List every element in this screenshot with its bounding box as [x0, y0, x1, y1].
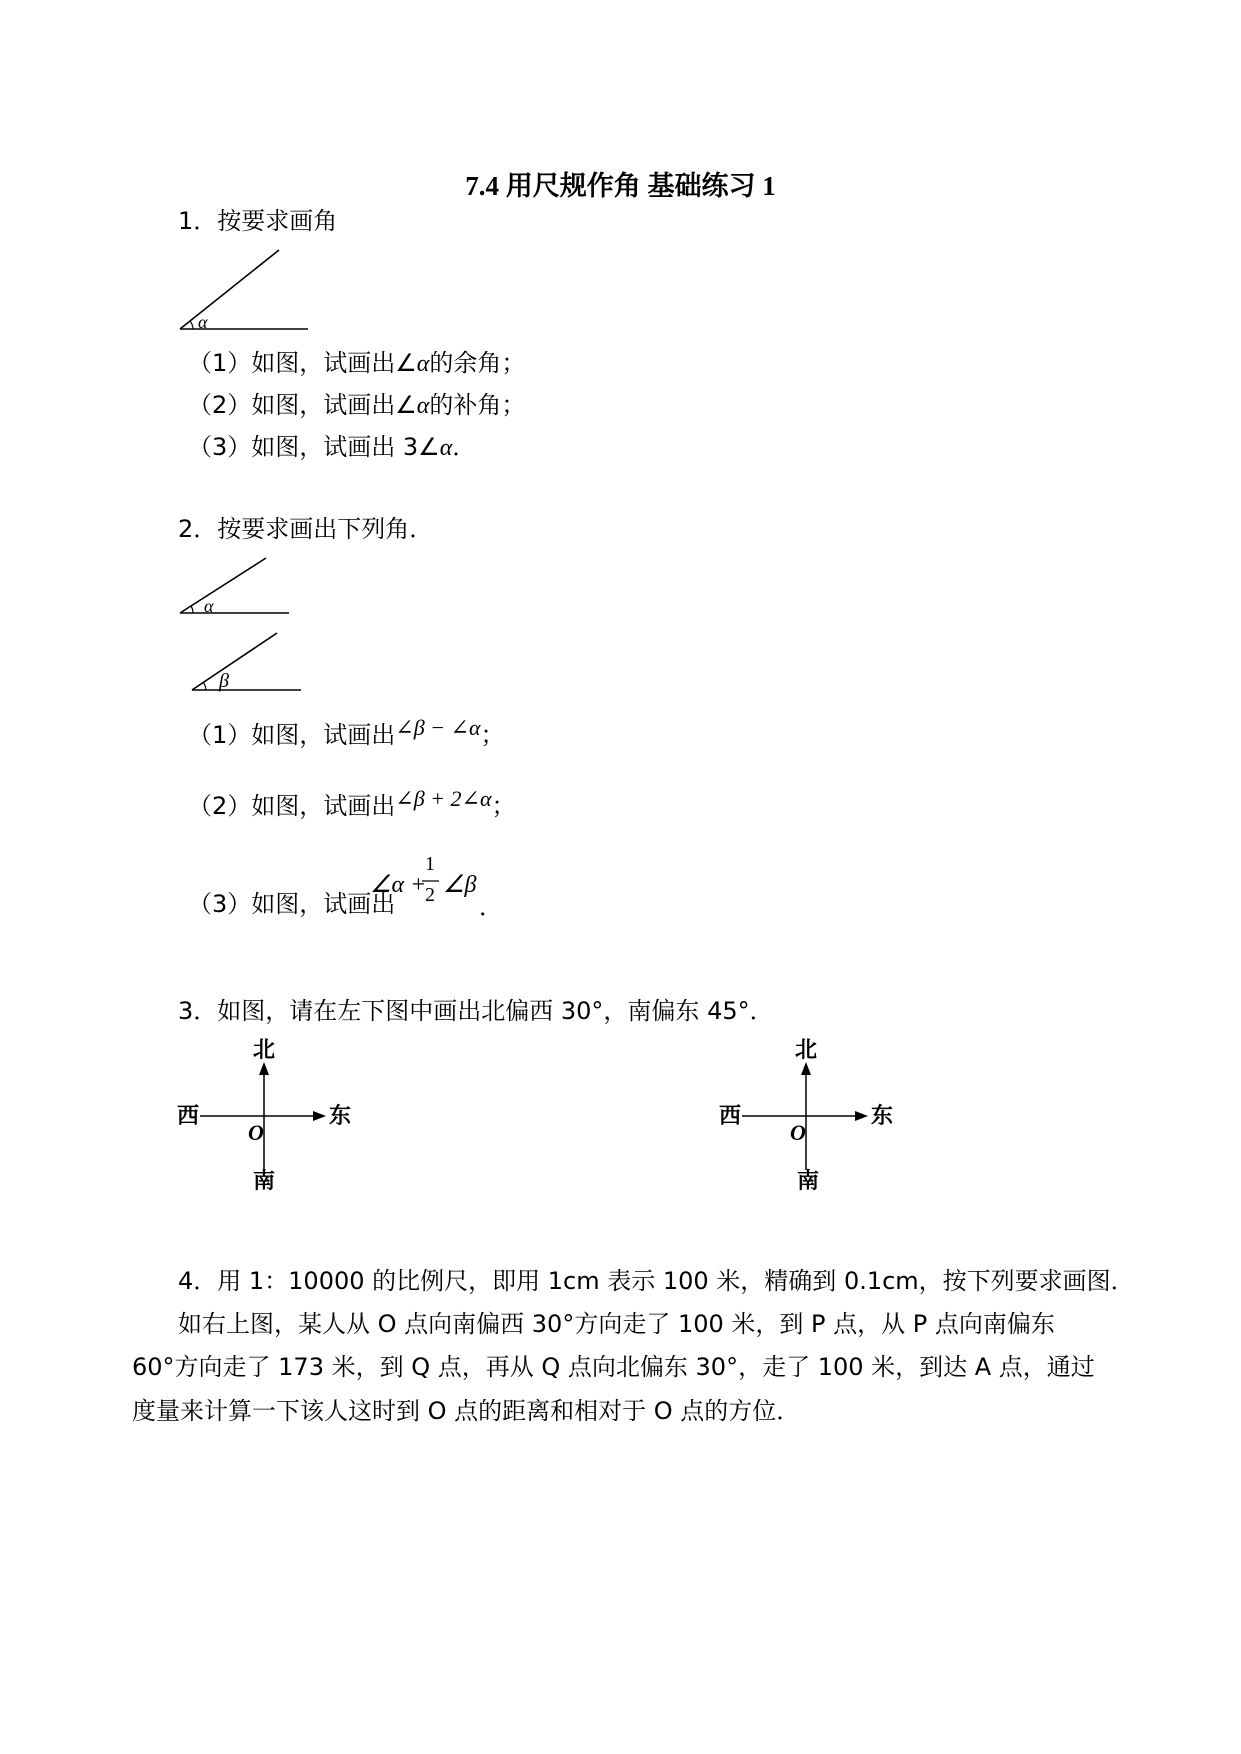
q1-stem: 1．按要求画角: [178, 207, 338, 235]
compass-left-origin: O: [248, 1120, 264, 1145]
compass-right-west: 西: [719, 1104, 742, 1129]
q4-line-2: 如右上图，某人从 O 点向南偏西 30°方向走了 100 米，到 P 点，从 P 点向南偏东: [178, 1310, 1055, 1338]
q1-alpha-label: α: [198, 312, 208, 332]
q2-stem: 2．按要求画出下列角．: [178, 515, 434, 543]
q2-item-1: （1）如图，试画出∠β − ∠α；: [188, 715, 505, 749]
q3-stem: 3．如图，请在左下图中画出北偏西 30°，南偏东 45°．: [178, 997, 774, 1025]
q2-item-2: （2）如图，试画出∠β + 2∠α；: [188, 786, 516, 820]
q4-line-3: 60°方向走了 173 米，到 Q 点，再从 Q 点向北偏东 30°，走了 100 米，到达 A 点，通过: [132, 1353, 1095, 1381]
q1-item-2: （2）如图，试画出∠α的补角；: [188, 391, 526, 419]
q2-item-3-expr-left: ∠α +: [370, 872, 427, 898]
q2-item-3-suffix: ．: [479, 893, 503, 921]
q1-item-1: （1）如图，试画出∠α的余角；: [188, 349, 526, 377]
compass-right-origin: O: [790, 1120, 806, 1145]
q2-item-3-expr-right: ∠β: [443, 872, 477, 898]
compass-right-north: 北: [795, 1038, 818, 1063]
q4-line-4: 度量来计算一下该人这时到 O 点的距离和相对于 O 点的方位．: [132, 1397, 801, 1425]
compass-left-west: 西: [177, 1104, 200, 1129]
page-title: 7.4 用尺规作角 基础练习 1: [465, 171, 776, 201]
q2-beta-label: β: [219, 670, 229, 692]
compass-left-north: 北: [253, 1038, 276, 1063]
compass-right-axes: [0, 0, 1, 1]
compass-right-south: 南: [797, 1169, 820, 1194]
compass-left-east: 东: [329, 1104, 352, 1129]
q2-item-3-frac-num: 1: [425, 853, 435, 875]
q2-item-3-frac-den: 2: [425, 884, 435, 906]
q2-alpha-label: α: [204, 596, 214, 616]
q1-item-3: （3）如图，试画出 3∠α．: [188, 433, 477, 461]
q2-item-3-prefix: （3）如图，试画出: [188, 890, 396, 918]
q4-line-1: 4．用 1：10000 的比例尺，即用 1cm 表示 100 米，精确到 0.1cm，按下列要求画图．: [178, 1267, 1135, 1295]
compass-left-south: 南: [253, 1169, 276, 1194]
compass-right-east: 东: [871, 1104, 894, 1129]
